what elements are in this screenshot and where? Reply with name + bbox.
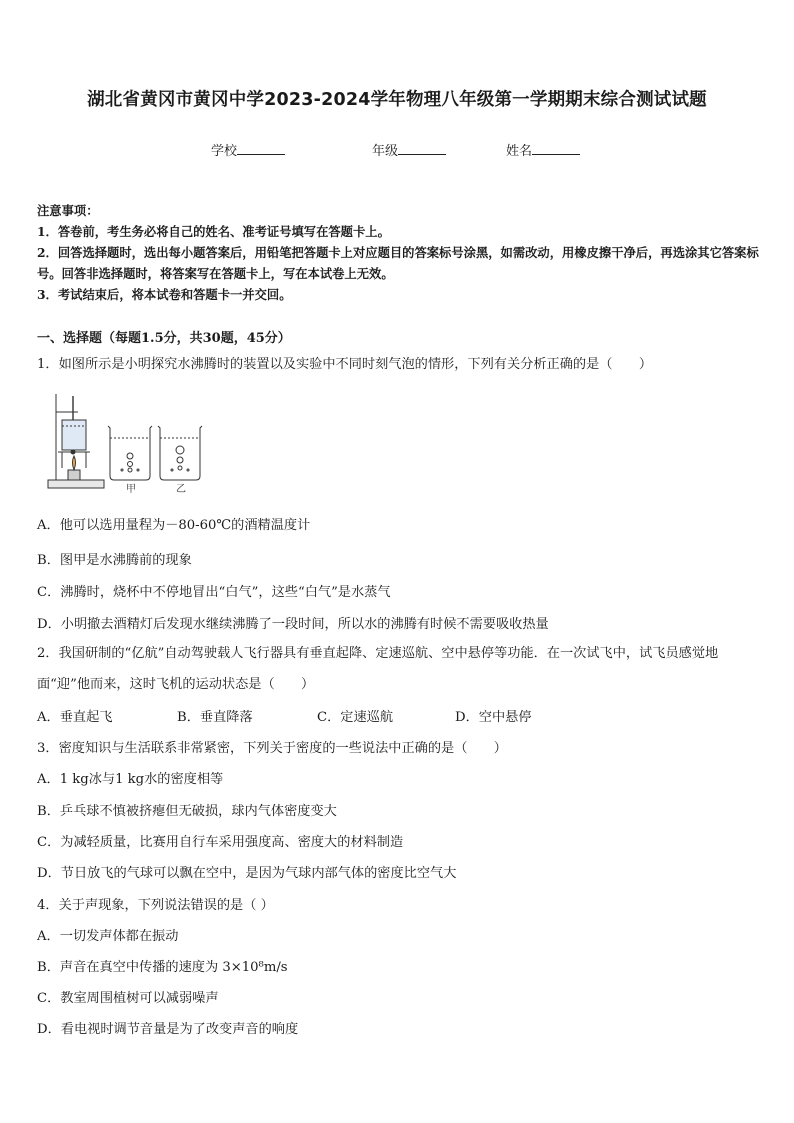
q1-option-d[interactable]: D．小明撤去酒精灯后发现水继续沸腾了一段时间，所以水的沸腾有时候不需要吸收热量 <box>37 617 549 632</box>
figure-label-jia: 甲 <box>126 484 136 494</box>
q2-option-d[interactable]: D．空中悬停 <box>455 710 532 725</box>
note-item-3: 3．考试结束后，将本试卷和答题卡一并交回。 <box>37 287 292 302</box>
q3-option-b[interactable]: B．乒乓球不慎被挤瘪但无破损，球内气体密度变大 <box>37 804 337 819</box>
school-blank[interactable] <box>237 142 285 155</box>
grade-blank[interactable] <box>398 142 446 155</box>
q2-stem: 2．我国研制的“亿航”自动驾驶载人飞行器具有垂直起降、定速巡航、空中悬停等功能．在一次试飞中，试飞员感觉地面“迎”他而来，这时飞机的运动状态是（ ） <box>37 646 719 692</box>
bubble-b-3 <box>178 466 182 470</box>
bubble-a-2 <box>128 462 133 467</box>
note-item-1: 1．答卷前，考生务必将自己的姓名、准考证号填写在答题卡上。 <box>37 224 390 239</box>
q1-option-a[interactable]: A．他可以选用量程为－80-60℃的酒精温度计 <box>37 518 311 533</box>
name-blank[interactable] <box>532 142 580 155</box>
grade-field[interactable] <box>372 140 446 159</box>
boiling-experiment-figure <box>44 390 214 494</box>
note-item-2: 2．回答选择题时，选出每小题答案后，用铅笔把答题卡上对应题目的答案标号涂黑，如需改动，用橡皮擦干净后，再选涂其它答案标号。回答非选择题时，将答案写在答题卡上，写在本试卷上无效。 <box>37 245 759 281</box>
stand-base <box>48 480 104 488</box>
name-field[interactable] <box>506 140 580 159</box>
lamp-flame <box>73 456 76 470</box>
bubble-a-1 <box>127 453 133 459</box>
apparatus-figure <box>48 394 104 488</box>
q2-options <box>37 706 532 725</box>
q2-option-c[interactable]: C．定速巡航 <box>317 710 394 725</box>
q3-stem: 3．密度知识与生活联系非常紧密，下列关于密度的一些说法中正确的是（ ） <box>37 741 507 756</box>
q2-option-b[interactable]: B．垂直降落 <box>177 710 253 725</box>
q4-option-a[interactable]: A．一切发声体都在振动 <box>37 929 179 944</box>
q2-option-a[interactable]: A．垂直起飞 <box>37 710 113 725</box>
alcohol-lamp <box>68 470 80 480</box>
figure-label-yi: 乙 <box>176 484 186 494</box>
q4-option-c[interactable]: C．教室周围植树可以减弱噪声 <box>37 991 219 1006</box>
bubble-a-5 <box>137 469 139 471</box>
q1-option-c[interactable]: C．沸腾时，烧杯中不停地冒出“白气”，这些“白气”是水蒸气 <box>37 585 391 600</box>
notes-heading: 注意事项： <box>37 203 99 218</box>
grade-label: 年级 <box>372 144 399 159</box>
bubble-b-2 <box>177 457 183 463</box>
q1-stem: 1．如图所示是小明探究水沸腾时的装置以及实验中不同时刻气泡的情形，下列有关分析正确的是（ ） <box>37 357 653 372</box>
bubble-b-4 <box>171 469 173 471</box>
bubble-a-3 <box>128 468 132 472</box>
school-field[interactable] <box>211 140 285 159</box>
q3-option-d[interactable]: D．节日放飞的气球可以飘在空中，是因为气球内部气体的密度比空气大 <box>37 866 457 881</box>
q3-option-a[interactable]: A．1 kg冰与1 kg水的密度相等 <box>37 772 224 787</box>
q3-option-c[interactable]: C．为减轻质量，比赛用自行车采用强度高、密度大的材料制造 <box>37 835 404 850</box>
bubble-b-5 <box>187 469 189 471</box>
bubble-a-4 <box>121 469 123 471</box>
q4-option-b[interactable]: B．声音在真空中传播的速度为 3×10⁸m/s <box>37 960 288 975</box>
beaker-a-figure <box>108 426 152 480</box>
name-label: 姓名 <box>506 144 533 159</box>
beaker-b-figure <box>158 426 202 480</box>
bubble-b-1 <box>176 446 184 454</box>
q1-option-b[interactable]: B．图甲是水沸腾前的现象 <box>37 553 192 568</box>
beaker-apparatus <box>62 420 86 450</box>
school-label: 学校 <box>211 144 238 159</box>
q4-option-d[interactable]: D．看电视时调节音量是为了改变声音的响度 <box>37 1022 299 1037</box>
exam-notes <box>37 200 759 305</box>
beaker-b-outline <box>158 426 202 480</box>
exam-title: 湖北省黄冈市黄冈中学2023-2024学年物理八年级第一学期期末综合测试试题 <box>87 90 707 110</box>
section-heading: 一、选择题（每题1.5分，共30题，45分） <box>37 331 291 346</box>
q4-stem: 4．关于声现象，下列说法错误的是（ ） <box>37 898 274 913</box>
